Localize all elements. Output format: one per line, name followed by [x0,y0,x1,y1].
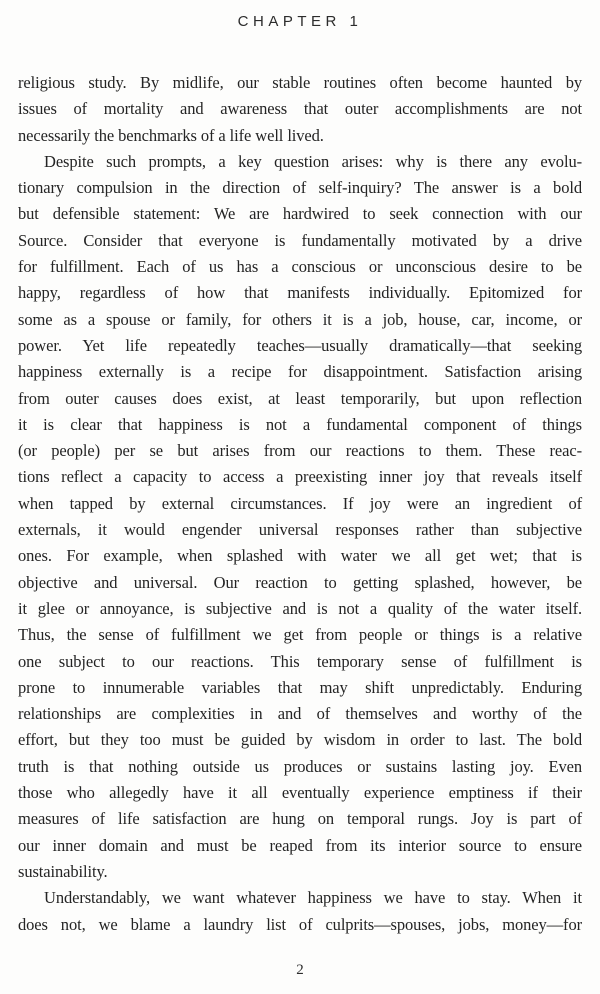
text-line: objective and universal. Our reaction to getting splashed, however, be [18,572,582,592]
text-line: prone to innumerable variables that may shift unpredictably. Enduring [18,677,582,697]
text-line: those who allegedly have it all eventually experience emptiness if their [18,783,582,803]
page-number: 2 [296,962,304,978]
text-line: happy, regardless of how that manifests individually. Epitomized for [18,283,582,303]
text-line: does not, we blame a laundry list of culprits—spouses, jobs, money—for [18,914,582,934]
chapter-heading: CHAPTER 1 [237,13,363,30]
text-line: tionary compulsion in the direction of self-inquiry? The answer is a bold [18,178,582,198]
text-line: happiness externally is a recipe for disappointment. Satisfaction arising [18,362,582,382]
body-text [18,70,582,938]
text-line: our inner domain and must be reaped from its interior source to ensure [18,835,582,855]
text-line: from outer causes does exist, at least temporarily, but upon reflection [18,388,582,408]
text-line: religious study. By midlife, our stable routines often become haunted by [18,73,582,92]
text-line: but defensible statement: We are hardwired to seek connection with our [18,204,582,224]
text-line: power. Yet life repeatedly teaches—usually dramatically—that seeking [18,335,582,355]
text-line: it is clear that happiness is not a fundamental component of things [18,414,582,434]
text-line: ones. For example, when splashed with water we all get wet; that is [18,546,582,566]
text-line: issues of mortality and awareness that outer accomplishments are not [18,99,582,119]
text-line: measures of life satisfaction are hung on temporal rungs. Joy is part of [18,809,582,829]
text-line: for fulfillment. Each of us has a conscious or unconscious desire to be [18,257,582,277]
text-line: some as a spouse or family, for others it is a job, house, car, income, or [18,309,582,329]
text-line: externals, it would engender universal responses rather than subjective [18,520,582,540]
text-line: Source. Consider that everyone is fundamentally motivated by a drive [18,230,582,250]
text-line: Despite such prompts, a key question arises: why is there any evolu- [44,151,582,171]
text-line: (or people) per se but arises from our reactions to them. These reac- [18,441,582,461]
text-line: sustainability. [18,861,108,881]
text-line: truth is that nothing outside us produces or sustains lasting joy. Even [18,756,582,776]
text-line: tions reflect a capacity to access a preexisting inner joy that reveals itself [18,467,582,487]
text-line: it glee or annoyance, is subjective and is not a quality of the water itself. [18,598,582,618]
text-line: necessarily the benchmarks of a life well lived. [18,125,324,145]
text-line: Thus, the sense of fulfillment we get from people or things is a relative [18,625,582,645]
text-line: relationships are complexities in and of themselves and worthy of the [18,704,582,724]
text-line: Understandably, we want whatever happiness we have to stay. When it [44,888,582,908]
text-line: effort, but they too must be guided by wisdom in order to last. The bold [18,730,582,750]
text-line: one subject to our reactions. This temporary sense of fulfillment is [18,651,582,671]
text-line: when tapped by external circumstances. If joy were an ingredient of [18,493,582,513]
